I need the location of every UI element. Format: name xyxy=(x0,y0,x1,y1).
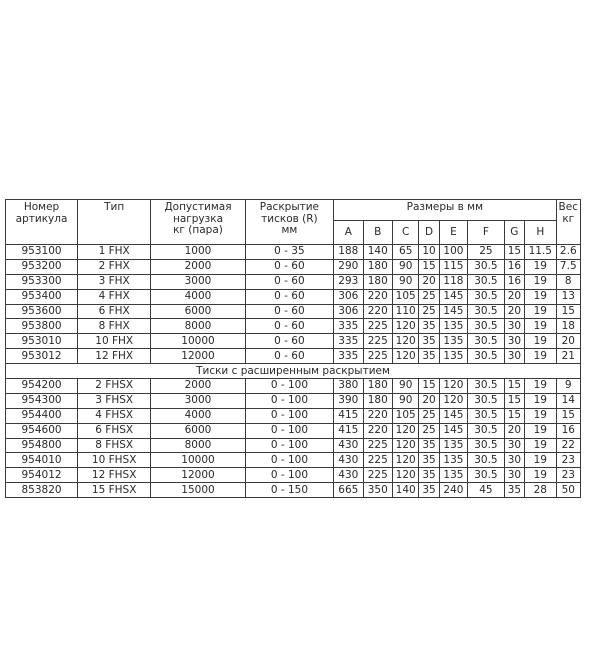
cell-dim-b: 220 xyxy=(363,304,392,319)
cell-dim-b: 220 xyxy=(363,289,392,304)
cell-opening: 0 - 100 xyxy=(245,438,333,453)
cell-dim-g: 35 xyxy=(504,483,524,498)
header-row-top xyxy=(6,200,581,221)
cell-dim-g: 20 xyxy=(504,304,524,319)
dim-col-c: C xyxy=(393,221,419,245)
cell-article: 954800 xyxy=(6,438,78,453)
header-load: Допустимая нагрузка кг (пара) xyxy=(151,200,245,245)
cell-dim-e: 135 xyxy=(439,453,467,468)
dim-col-d: D xyxy=(419,221,439,245)
cell-dim-f: 30.5 xyxy=(468,393,505,408)
cell-weight: 15 xyxy=(556,408,580,423)
cell-dim-f: 30.5 xyxy=(468,259,505,274)
cell-load: 15000 xyxy=(151,483,245,498)
cell-dim-h: 19 xyxy=(525,423,557,438)
cell-opening: 0 - 60 xyxy=(245,259,333,274)
cell-type: 4 FHX xyxy=(78,289,151,304)
cell-dim-c: 120 xyxy=(393,438,419,453)
cell-type: 3 FHX xyxy=(78,274,151,289)
cell-dim-h: 19 xyxy=(525,468,557,483)
cell-dim-d: 20 xyxy=(419,274,439,289)
cell-dim-f: 30.5 xyxy=(468,453,505,468)
cell-opening: 0 - 100 xyxy=(245,423,333,438)
cell-dim-d: 35 xyxy=(419,319,439,334)
table-row xyxy=(6,289,581,304)
cell-dim-h: 19 xyxy=(525,393,557,408)
cell-weight: 14 xyxy=(556,393,580,408)
cell-type: 8 FHX xyxy=(78,319,151,334)
cell-opening: 0 - 100 xyxy=(245,453,333,468)
cell-article: 954600 xyxy=(6,423,78,438)
cell-dim-d: 10 xyxy=(419,245,439,260)
cell-dim-e: 145 xyxy=(439,289,467,304)
cell-dim-a: 430 xyxy=(334,468,363,483)
cell-load: 4000 xyxy=(151,289,245,304)
cell-dim-h: 19 xyxy=(525,319,557,334)
table-body xyxy=(6,245,581,498)
cell-load: 3000 xyxy=(151,274,245,289)
cell-load: 6000 xyxy=(151,423,245,438)
cell-dim-f: 30.5 xyxy=(468,349,505,364)
cell-type: 12 FHX xyxy=(78,349,151,364)
cell-dim-d: 25 xyxy=(419,423,439,438)
cell-dim-h: 19 xyxy=(525,408,557,423)
cell-dim-a: 335 xyxy=(334,349,363,364)
cell-dim-g: 20 xyxy=(504,289,524,304)
cell-weight: 9 xyxy=(556,379,580,394)
cell-dim-g: 30 xyxy=(504,349,524,364)
dim-col-a: A xyxy=(334,221,363,245)
cell-dim-g: 30 xyxy=(504,453,524,468)
cell-type: 4 FHSX xyxy=(78,408,151,423)
cell-dim-h: 11.5 xyxy=(525,245,557,260)
cell-type: 2 FHX xyxy=(78,259,151,274)
cell-dim-b: 220 xyxy=(363,408,392,423)
cell-dim-e: 135 xyxy=(439,349,467,364)
section-title: Тиски с расширенным раскрытием xyxy=(6,364,581,379)
cell-dim-e: 145 xyxy=(439,408,467,423)
cell-dim-c: 105 xyxy=(393,289,419,304)
section-row xyxy=(6,364,581,379)
cell-dim-h: 19 xyxy=(525,334,557,349)
cell-dim-f: 30.5 xyxy=(468,319,505,334)
cell-dim-c: 120 xyxy=(393,453,419,468)
cell-dim-b: 225 xyxy=(363,468,392,483)
cell-article: 954012 xyxy=(6,468,78,483)
cell-dim-e: 135 xyxy=(439,334,467,349)
cell-dim-b: 225 xyxy=(363,349,392,364)
cell-dim-a: 335 xyxy=(334,319,363,334)
cell-dim-a: 390 xyxy=(334,393,363,408)
cell-opening: 0 - 60 xyxy=(245,274,333,289)
cell-type: 8 FHSX xyxy=(78,438,151,453)
cell-dim-e: 120 xyxy=(439,379,467,394)
cell-dim-c: 140 xyxy=(393,483,419,498)
cell-dim-g: 15 xyxy=(504,379,524,394)
header-opening: Раскрытие тисков (R) мм xyxy=(245,200,333,245)
cell-dim-d: 25 xyxy=(419,408,439,423)
cell-opening: 0 - 35 xyxy=(245,245,333,260)
cell-article: 953100 xyxy=(6,245,78,260)
cell-dim-g: 15 xyxy=(504,408,524,423)
table-row xyxy=(6,453,581,468)
cell-dim-e: 115 xyxy=(439,259,467,274)
cell-dim-b: 180 xyxy=(363,393,392,408)
cell-dim-h: 19 xyxy=(525,438,557,453)
cell-dim-e: 135 xyxy=(439,468,467,483)
cell-dim-f: 30.5 xyxy=(468,289,505,304)
cell-article: 954010 xyxy=(6,453,78,468)
cell-article: 953400 xyxy=(6,289,78,304)
cell-dim-e: 120 xyxy=(439,393,467,408)
cell-weight: 18 xyxy=(556,319,580,334)
cell-load: 6000 xyxy=(151,304,245,319)
dim-col-b: B xyxy=(363,221,392,245)
cell-load: 10000 xyxy=(151,453,245,468)
cell-dim-c: 120 xyxy=(393,468,419,483)
cell-load: 2000 xyxy=(151,259,245,274)
table-row xyxy=(6,304,581,319)
cell-dim-b: 225 xyxy=(363,319,392,334)
table-row xyxy=(6,438,581,453)
cell-dim-h: 19 xyxy=(525,274,557,289)
cell-weight: 15 xyxy=(556,304,580,319)
cell-dim-c: 90 xyxy=(393,393,419,408)
cell-dim-a: 430 xyxy=(334,438,363,453)
cell-dim-d: 35 xyxy=(419,483,439,498)
cell-dim-e: 240 xyxy=(439,483,467,498)
cell-weight: 50 xyxy=(556,483,580,498)
cell-dim-g: 16 xyxy=(504,259,524,274)
spec-table xyxy=(5,199,581,498)
cell-dim-e: 145 xyxy=(439,304,467,319)
cell-opening: 0 - 100 xyxy=(245,468,333,483)
cell-load: 12000 xyxy=(151,468,245,483)
cell-dim-f: 25 xyxy=(468,245,505,260)
cell-dim-b: 180 xyxy=(363,259,392,274)
cell-opening: 0 - 60 xyxy=(245,334,333,349)
cell-weight: 20 xyxy=(556,334,580,349)
cell-dim-d: 15 xyxy=(419,379,439,394)
cell-dim-b: 180 xyxy=(363,274,392,289)
cell-weight: 23 xyxy=(556,453,580,468)
table-row xyxy=(6,319,581,334)
cell-dim-b: 140 xyxy=(363,245,392,260)
table-row xyxy=(6,483,581,498)
cell-article: 953800 xyxy=(6,319,78,334)
cell-dim-h: 28 xyxy=(525,483,557,498)
cell-dim-h: 19 xyxy=(525,453,557,468)
cell-dim-d: 35 xyxy=(419,453,439,468)
cell-dim-h: 19 xyxy=(525,349,557,364)
cell-opening: 0 - 100 xyxy=(245,379,333,394)
cell-dim-c: 90 xyxy=(393,259,419,274)
cell-weight: 2.6 xyxy=(556,245,580,260)
cell-article: 953300 xyxy=(6,274,78,289)
cell-dim-d: 35 xyxy=(419,349,439,364)
cell-dim-a: 665 xyxy=(334,483,363,498)
cell-dim-g: 15 xyxy=(504,245,524,260)
cell-article: 953012 xyxy=(6,349,78,364)
cell-type: 12 FHSX xyxy=(78,468,151,483)
cell-dim-f: 30.5 xyxy=(468,334,505,349)
cell-article: 953600 xyxy=(6,304,78,319)
cell-dim-e: 100 xyxy=(439,245,467,260)
cell-dim-e: 118 xyxy=(439,274,467,289)
dim-col-h: H xyxy=(525,221,557,245)
cell-opening: 0 - 60 xyxy=(245,319,333,334)
cell-dim-d: 25 xyxy=(419,304,439,319)
cell-dim-a: 415 xyxy=(334,423,363,438)
table-row xyxy=(6,245,581,260)
cell-dim-c: 120 xyxy=(393,423,419,438)
cell-weight: 16 xyxy=(556,423,580,438)
cell-dim-g: 30 xyxy=(504,334,524,349)
cell-dim-h: 19 xyxy=(525,289,557,304)
cell-dim-f: 30.5 xyxy=(468,304,505,319)
table-row xyxy=(6,393,581,408)
cell-dim-c: 110 xyxy=(393,304,419,319)
cell-dim-f: 30.5 xyxy=(468,438,505,453)
cell-dim-c: 90 xyxy=(393,274,419,289)
cell-dim-g: 15 xyxy=(504,393,524,408)
cell-dim-d: 35 xyxy=(419,334,439,349)
cell-type: 10 FHSX xyxy=(78,453,151,468)
cell-weight: 8 xyxy=(556,274,580,289)
cell-dim-b: 225 xyxy=(363,453,392,468)
cell-dim-h: 19 xyxy=(525,379,557,394)
cell-dim-b: 180 xyxy=(363,379,392,394)
table-row xyxy=(6,259,581,274)
cell-article: 953010 xyxy=(6,334,78,349)
cell-opening: 0 - 150 xyxy=(245,483,333,498)
cell-dim-a: 188 xyxy=(334,245,363,260)
header-article: Номер артикула xyxy=(6,200,78,245)
cell-load: 3000 xyxy=(151,393,245,408)
cell-dim-a: 290 xyxy=(334,259,363,274)
table-row xyxy=(6,408,581,423)
table-row xyxy=(6,423,581,438)
cell-dim-d: 35 xyxy=(419,468,439,483)
cell-type: 3 FHSX xyxy=(78,393,151,408)
cell-dim-b: 225 xyxy=(363,438,392,453)
cell-dim-f: 30.5 xyxy=(468,468,505,483)
cell-dim-g: 30 xyxy=(504,319,524,334)
cell-dim-e: 145 xyxy=(439,423,467,438)
header-weight: Вес кг xyxy=(556,200,580,245)
cell-dim-c: 65 xyxy=(393,245,419,260)
cell-dim-d: 20 xyxy=(419,393,439,408)
cell-dim-b: 225 xyxy=(363,334,392,349)
cell-opening: 0 - 100 xyxy=(245,393,333,408)
cell-opening: 0 - 100 xyxy=(245,408,333,423)
cell-weight: 7.5 xyxy=(556,259,580,274)
cell-dim-c: 120 xyxy=(393,334,419,349)
dim-col-e: E xyxy=(439,221,467,245)
cell-type: 1 FHX xyxy=(78,245,151,260)
cell-dim-d: 25 xyxy=(419,289,439,304)
cell-dim-c: 120 xyxy=(393,349,419,364)
cell-dim-h: 19 xyxy=(525,304,557,319)
cell-opening: 0 - 60 xyxy=(245,304,333,319)
cell-opening: 0 - 60 xyxy=(245,349,333,364)
header-dimensions: Размеры в мм xyxy=(334,200,556,221)
cell-dim-f: 30.5 xyxy=(468,379,505,394)
cell-type: 2 FHSX xyxy=(78,379,151,394)
cell-dim-a: 430 xyxy=(334,453,363,468)
cell-dim-g: 30 xyxy=(504,468,524,483)
cell-dim-a: 306 xyxy=(334,304,363,319)
cell-load: 12000 xyxy=(151,349,245,364)
cell-type: 6 FHSX xyxy=(78,423,151,438)
cell-dim-a: 415 xyxy=(334,408,363,423)
cell-opening: 0 - 60 xyxy=(245,289,333,304)
cell-dim-g: 20 xyxy=(504,423,524,438)
cell-load: 8000 xyxy=(151,319,245,334)
table-row xyxy=(6,468,581,483)
table-row xyxy=(6,334,581,349)
cell-dim-e: 135 xyxy=(439,319,467,334)
cell-dim-a: 335 xyxy=(334,334,363,349)
cell-dim-f: 45 xyxy=(468,483,505,498)
cell-type: 15 FHSX xyxy=(78,483,151,498)
cell-dim-f: 30.5 xyxy=(468,408,505,423)
cell-weight: 21 xyxy=(556,349,580,364)
cell-dim-h: 19 xyxy=(525,259,557,274)
cell-dim-g: 30 xyxy=(504,438,524,453)
cell-dim-b: 350 xyxy=(363,483,392,498)
cell-dim-f: 30.5 xyxy=(468,423,505,438)
cell-load: 1000 xyxy=(151,245,245,260)
cell-weight: 22 xyxy=(556,438,580,453)
cell-load: 4000 xyxy=(151,408,245,423)
cell-dim-c: 105 xyxy=(393,408,419,423)
cell-load: 10000 xyxy=(151,334,245,349)
table-row xyxy=(6,349,581,364)
cell-dim-f: 30.5 xyxy=(468,274,505,289)
cell-dim-a: 380 xyxy=(334,379,363,394)
cell-dim-d: 35 xyxy=(419,438,439,453)
cell-type: 10 FHX xyxy=(78,334,151,349)
cell-dim-d: 15 xyxy=(419,259,439,274)
dim-col-f: F xyxy=(468,221,505,245)
dim-col-g: G xyxy=(504,221,524,245)
cell-article: 954200 xyxy=(6,379,78,394)
cell-article: 954400 xyxy=(6,408,78,423)
cell-article: 954300 xyxy=(6,393,78,408)
cell-weight: 23 xyxy=(556,468,580,483)
cell-dim-c: 120 xyxy=(393,319,419,334)
cell-dim-a: 293 xyxy=(334,274,363,289)
cell-load: 2000 xyxy=(151,379,245,394)
cell-article: 953200 xyxy=(6,259,78,274)
table-row xyxy=(6,274,581,289)
cell-dim-c: 90 xyxy=(393,379,419,394)
cell-dim-a: 306 xyxy=(334,289,363,304)
cell-dim-b: 220 xyxy=(363,423,392,438)
cell-dim-g: 16 xyxy=(504,274,524,289)
cell-dim-e: 135 xyxy=(439,438,467,453)
cell-type: 6 FHX xyxy=(78,304,151,319)
cell-article: 853820 xyxy=(6,483,78,498)
table-row xyxy=(6,379,581,394)
cell-load: 8000 xyxy=(151,438,245,453)
cell-weight: 13 xyxy=(556,289,580,304)
header-type: Тип xyxy=(78,200,151,245)
